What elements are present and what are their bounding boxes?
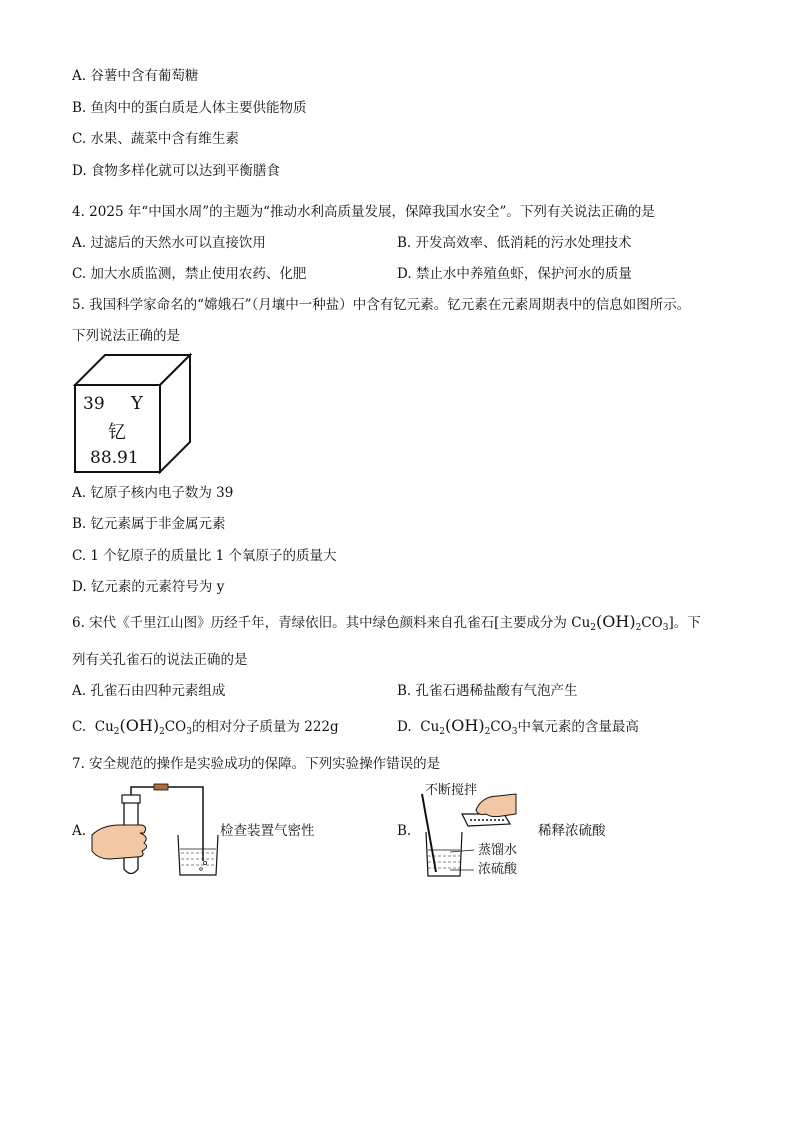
formula-cu-sub: 2 [590,623,596,633]
formula-cu-sub: 2 [439,727,445,737]
formula-co: CO [641,615,663,631]
q7-option-a-text: 检查装置气密性 [220,823,315,839]
q5-option-c: C. 1 个钇原子的质量比 1 个氧原子的质量大 [72,548,337,564]
formula-cu-sub: 2 [113,727,120,737]
test-tube-hand-drawing [90,783,220,883]
q3-option-b: B. 鱼肉中的蛋白质是人体主要供能物质 [72,100,307,116]
q3-option-d: D. 食物多样化就可以达到平衡膳食 [72,163,280,179]
q4-option-b: B. 开发高效率、低消耗的污水处理技术 [397,235,632,251]
element-atomic-number: 39 [83,394,105,414]
element-cube-figure [70,350,196,476]
q6-option-c [72,717,339,741]
q7-option-a-label: A. [72,823,87,839]
q5-option-a: A. 钇原子核内电子数为 39 [72,485,234,501]
q7-stem: 7. 安全规范的操作是实验成功的保障。下列实验操作错误的是 [72,756,441,772]
formula-co: CO [164,719,187,735]
q6-stem-prefix: 6. 宋代《千里江山图》历经千年，青绿依旧。其中绿色颜料来自孔雀石[主要成分为 [72,615,572,631]
q6-option-d [397,717,639,741]
stir-label: 不断搅拌 [425,783,478,798]
airtightness-figure [90,783,220,883]
q6-stem-line2: 列有关孔雀石的说法正确的是 [72,652,248,668]
q6-stem-line1 [72,613,701,637]
q6-option-d-label: D. [397,719,412,735]
q4-stem: 4. 2025 年“中国水周”的主题为“推动水利高质量发展，保障我国水安全”。下列有关说法正确的是 [72,204,655,220]
formula-co-sub: 3 [186,727,192,737]
q6-option-c-text: 的相对分子质量为 222g [191,719,339,735]
formula-co-sub: 3 [511,727,518,737]
q7-option-b-text: 稀释浓硫酸 [538,823,606,839]
q4-option-d: D. 禁止水中养殖鱼虾，保护河水的质量 [397,266,632,282]
q6-stem-suffix: ]。下 [668,615,701,631]
formula-oh-sub: 2 [484,727,491,737]
element-name: 钇 [108,422,126,443]
q6-option-b: B. 孔雀石遇稀盐酸有气泡产生 [397,683,578,699]
q6-formula [571,612,669,633]
formula-oh: (OH) [119,716,160,735]
concentrated-acid-label: 浓硫酸 [478,862,518,877]
distilled-water-label: 蒸馏水 [478,843,518,858]
formula-cu: Cu [420,719,440,735]
q3-option-c: C. 水果、蔬菜中含有维生素 [72,131,239,147]
q6-option-c-label: C. [72,719,87,735]
q6-option-d-text: 中氧元素的含量最高 [517,719,639,735]
q5-stem-line2: 下列说法正确的是 [72,328,180,344]
q5-option-b: B. 钇元素属于非金属元素 [72,516,226,532]
q6-option-a: A. 孔雀石由四种元素组成 [72,683,226,699]
element-atomic-mass: 88.91 [90,448,139,468]
formula-oh-sub: 2 [635,623,642,633]
element-symbol: Y [131,393,143,414]
formula-co-sub: 3 [662,623,669,633]
q7-option-b-label: B. [397,823,412,839]
q5-stem-line1: 5. 我国科学家命名的“嫦娥石”（月壤中一种盐）中含有钇元素。钇元素在元素周期表中的信息如图所示。 [72,297,691,313]
formula-co: CO [490,719,512,735]
formula-cu: Cu [94,719,114,735]
formula-oh-sub: 2 [159,727,165,737]
formula-oh: (OH) [445,716,485,735]
formula-cu: Cu [571,615,591,631]
q5-option-d: D. 钇元素的元素符号为 y [72,579,225,595]
q4-option-c: C. 加大水质监测，禁止使用农药、化肥 [72,266,307,282]
q4-option-a: A. 过滤后的天然水可以直接饮用 [72,235,266,251]
q3-option-a: A. 谷薯中含有葡萄糖 [72,68,199,84]
formula-oh: (OH) [596,612,636,631]
